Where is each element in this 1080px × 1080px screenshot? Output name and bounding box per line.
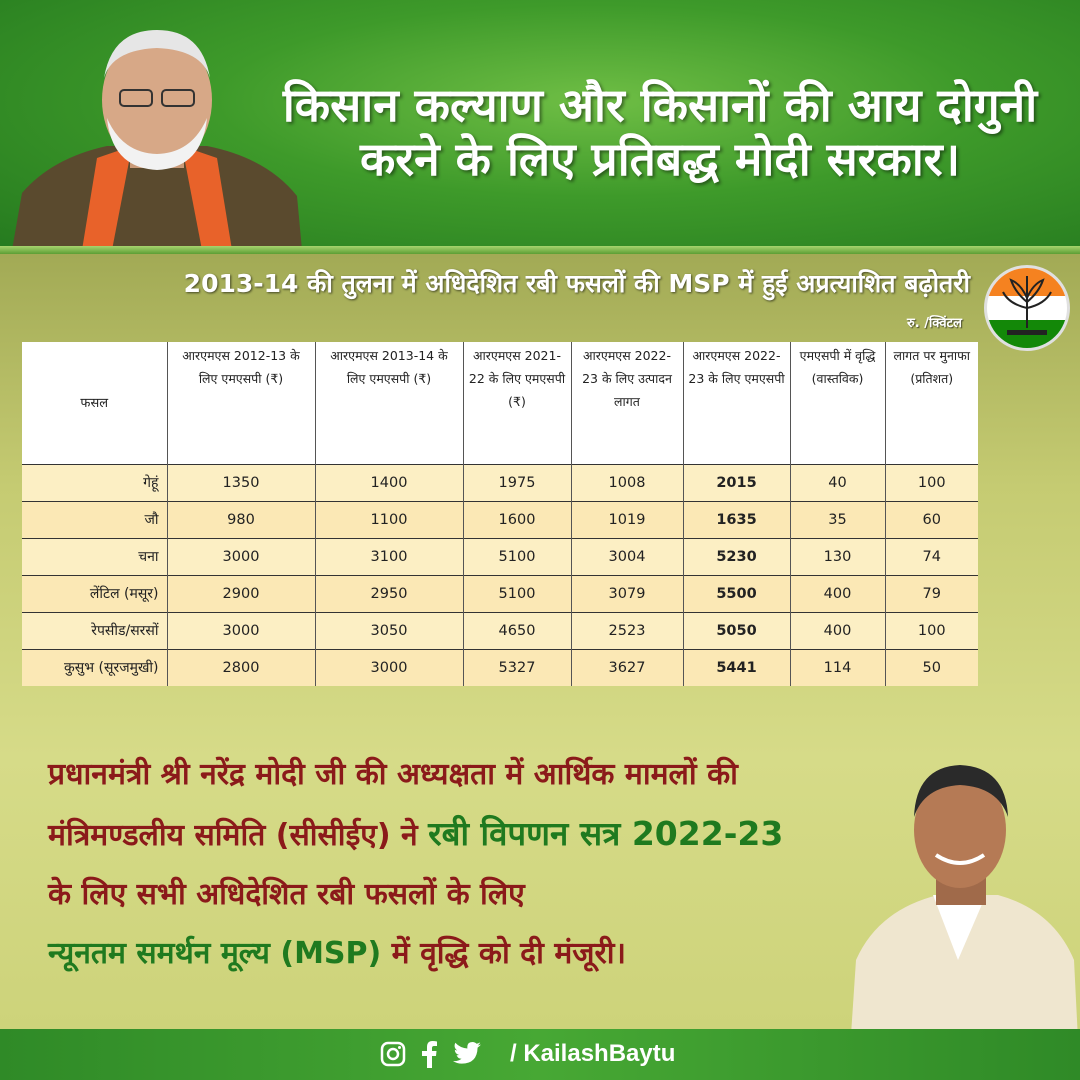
table-cell-msp: 5050 xyxy=(683,612,790,649)
twitter-icon[interactable] xyxy=(452,1041,482,1067)
unit-label: रु. /क्विंटल xyxy=(906,316,962,331)
table-cell: 60 xyxy=(885,501,978,538)
table-cell: 114 xyxy=(790,649,885,686)
crop-name: लेंटिल (मसूर) xyxy=(22,575,167,612)
table-cell: 400 xyxy=(790,575,885,612)
table-cell: 4650 xyxy=(463,612,571,649)
table-cell: 1350 xyxy=(167,464,315,501)
column-header: आरएमएस 2012-13 के लिए एमएसपी (₹) xyxy=(167,342,315,464)
msp-table-container xyxy=(22,342,978,684)
header-divider xyxy=(0,246,1080,254)
table-cell: 3627 xyxy=(571,649,683,686)
table-cell: 79 xyxy=(885,575,978,612)
paragraph-text: प्रधानमंत्री श्री नरेंद्र मोदी जी की अध्यक्षता में आर्थिक मामलों की xyxy=(48,757,738,792)
table-cell: 1100 xyxy=(315,501,463,538)
paragraph-text: के लिए सभी अधिदेशित रबी फसलों के लिए xyxy=(48,877,525,912)
paragraph-line-3 xyxy=(48,865,948,924)
table-cell: 400 xyxy=(790,612,885,649)
table-cell: 1008 xyxy=(571,464,683,501)
crop-name: रेपसीड/सरसों xyxy=(22,612,167,649)
announcement-paragraph xyxy=(48,745,948,983)
table-row xyxy=(22,575,978,612)
table-cell: 1975 xyxy=(463,464,571,501)
crop-name: कुसुभ (सूरजमुखी) xyxy=(22,649,167,686)
table-cell-msp: 1635 xyxy=(683,501,790,538)
table-cell: 5327 xyxy=(463,649,571,686)
table-cell: 50 xyxy=(885,649,978,686)
column-header: आरएमएस 2022-23 के लिए उत्पादन लागत xyxy=(571,342,683,464)
headline xyxy=(250,78,1070,187)
column-header: आरएमएस 2022-23 के लिए एमएसपी xyxy=(683,342,790,464)
table-cell: 3000 xyxy=(315,649,463,686)
column-header: आरएमएस 2013-14 के लिए एमएसपी (₹) xyxy=(315,342,463,464)
paragraph-text: मंत्रिमण्डलीय समिति (सीसीईए) ने xyxy=(48,818,429,853)
table-cell-msp: 5230 xyxy=(683,538,790,575)
msp-table xyxy=(22,342,978,686)
table-cell: 1600 xyxy=(463,501,571,538)
table-cell: 2800 xyxy=(167,649,315,686)
table-cell-msp: 2015 xyxy=(683,464,790,501)
table-cell: 1019 xyxy=(571,501,683,538)
subheadline: 2013-14 की तुलना में अधिदेशित रबी फसलों की MSP में हुई अप्रत्याशित बढ़ोतरी xyxy=(183,269,970,298)
paragraph-highlight: रबी विपणन सत्र 2022-23 xyxy=(428,814,784,853)
table-cell: 100 xyxy=(885,612,978,649)
table-cell: 980 xyxy=(167,501,315,538)
paragraph-line-1 xyxy=(48,745,948,804)
facebook-icon[interactable] xyxy=(420,1040,438,1068)
table-cell: 40 xyxy=(790,464,885,501)
crop-name: चना xyxy=(22,538,167,575)
table-cell-msp: 5500 xyxy=(683,575,790,612)
column-header: लागत पर मुनाफा (प्रतिशत) xyxy=(885,342,978,464)
table-cell: 1400 xyxy=(315,464,463,501)
table-row xyxy=(22,649,978,686)
paragraph-line-4 xyxy=(48,924,948,983)
table-header-row xyxy=(22,342,978,464)
table-cell: 3050 xyxy=(315,612,463,649)
instagram-icon[interactable] xyxy=(380,1041,406,1067)
table-row xyxy=(22,538,978,575)
crop-name: गेहूं xyxy=(22,464,167,501)
column-header: एमएसपी में वृद्धि (वास्तविक) xyxy=(790,342,885,464)
table-cell: 100 xyxy=(885,464,978,501)
headline-line-2: करने के लिए प्रतिबद्ध मोदी सरकार। xyxy=(359,132,961,187)
table-cell: 74 xyxy=(885,538,978,575)
table-cell: 3000 xyxy=(167,612,315,649)
table-cell: 3004 xyxy=(571,538,683,575)
paragraph-line-2 xyxy=(48,804,948,865)
table-cell: 2523 xyxy=(571,612,683,649)
table-row xyxy=(22,612,978,649)
paragraph-highlight: न्यूनतम समर्थन मूल्य (MSP) xyxy=(48,936,382,971)
table-cell-msp: 5441 xyxy=(683,649,790,686)
column-header: फसल xyxy=(22,342,167,464)
table-row xyxy=(22,464,978,501)
column-header: आरएमएस 2021-22 के लिए एमएसपी (₹) xyxy=(463,342,571,464)
party-logo xyxy=(984,265,1070,351)
crop-name: जौ xyxy=(22,501,167,538)
paragraph-text: में वृद्धि को दी मंजूरी। xyxy=(381,936,626,971)
social-handle[interactable]: / KailashBaytu xyxy=(510,1040,676,1067)
table-cell: 3100 xyxy=(315,538,463,575)
headline-line-1: किसान कल्याण और किसानों की आय दोगुनी xyxy=(282,78,1038,132)
table-cell: 5100 xyxy=(463,575,571,612)
table-cell: 130 xyxy=(790,538,885,575)
table-cell: 3079 xyxy=(571,575,683,612)
table-cell: 3000 xyxy=(167,538,315,575)
table-cell: 2900 xyxy=(167,575,315,612)
table-cell: 2950 xyxy=(315,575,463,612)
table-cell: 35 xyxy=(790,501,885,538)
table-cell: 5100 xyxy=(463,538,571,575)
table-row xyxy=(22,501,978,538)
social-links xyxy=(380,1036,675,1072)
